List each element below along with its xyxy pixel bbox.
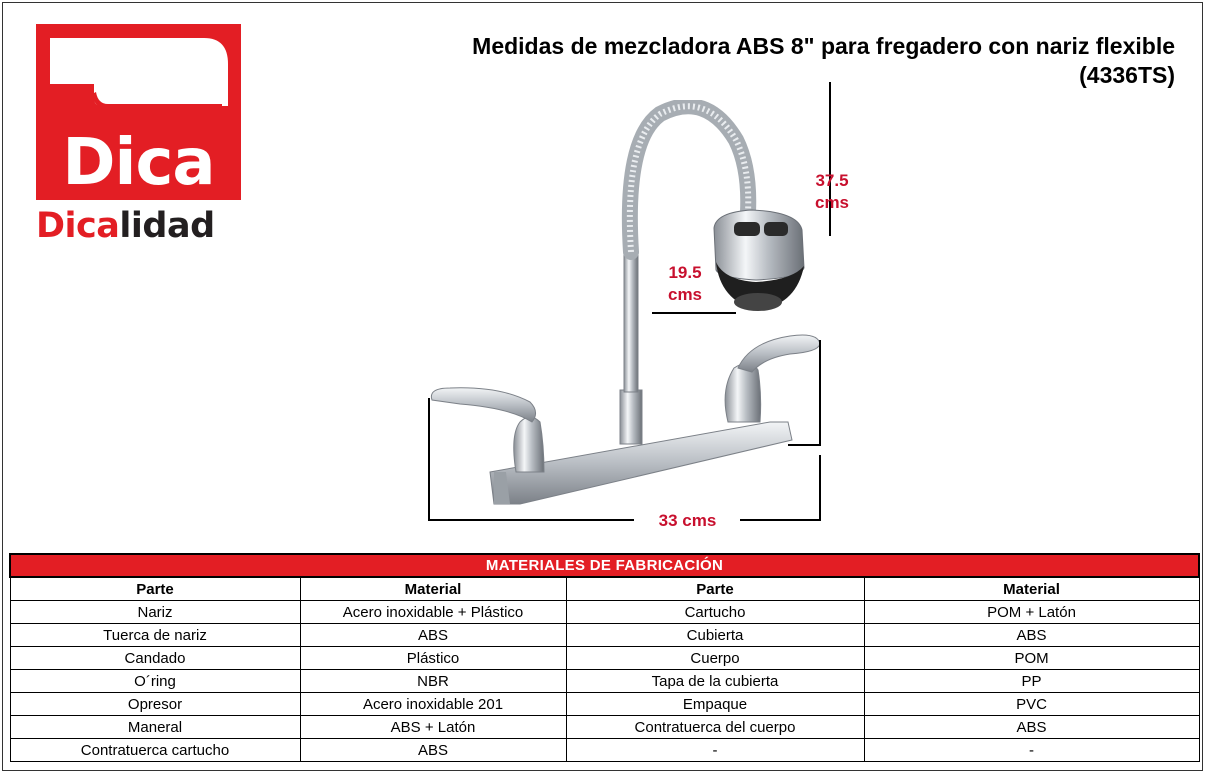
table-cell: Tuerca de nariz <box>10 624 300 647</box>
page-title <box>355 32 1175 90</box>
table-cell: Empaque <box>566 693 864 716</box>
title-line-2: (4336TS) <box>1079 62 1175 88</box>
table-cell: Tapa de la cubierta <box>566 670 864 693</box>
table-row <box>10 601 1199 624</box>
table-cell: Contratuerca cartucho <box>10 739 300 762</box>
table-cell: Acero inoxidable 201 <box>300 693 566 716</box>
height-dimension-tick <box>788 444 820 446</box>
reach-dimension-line <box>652 312 736 314</box>
title-line-1: Medidas de mezcladora ABS 8" para fregadero con nariz flexible <box>472 33 1175 59</box>
table-row <box>10 670 1199 693</box>
table-row <box>10 647 1199 670</box>
logo-subtitle-dark: lidad <box>119 206 215 246</box>
table-cell: Contratuerca del cuerpo <box>566 716 864 739</box>
height-dimension-line-lower <box>819 340 821 446</box>
faucet-image <box>420 100 840 520</box>
table-cell: Plástico <box>300 647 566 670</box>
table-cell: POM + Latón <box>864 601 1199 624</box>
height-value: 37.5 <box>815 171 849 190</box>
height-unit: cms <box>814 193 850 212</box>
dica-logo <box>36 24 241 200</box>
logo-subtitle <box>36 204 215 248</box>
table-cell: Maneral <box>10 716 300 739</box>
table-cell: Cubierta <box>566 624 864 647</box>
table-cell: ABS + Latón <box>300 716 566 739</box>
reach-value: 19.5 <box>668 263 702 282</box>
table-cell: ABS <box>300 739 566 762</box>
table-cell: Nariz <box>10 601 300 624</box>
table-cell: - <box>864 739 1199 762</box>
header-material-1: Material <box>300 577 566 601</box>
table-cell: Acero inoxidable + Plástico <box>300 601 566 624</box>
width-dimension-right-tick <box>819 455 821 521</box>
table-cell: POM <box>864 647 1199 670</box>
table-cell: ABS <box>864 716 1199 739</box>
width-dimension-line-left <box>428 519 634 521</box>
materials-banner-row <box>10 554 1199 577</box>
table-row <box>10 693 1199 716</box>
table-cell: - <box>566 739 864 762</box>
table-cell: NBR <box>300 670 566 693</box>
table-row <box>10 739 1199 762</box>
table-cell: Cuerpo <box>566 647 864 670</box>
header-material-2: Material <box>864 577 1199 601</box>
materials-header-row <box>10 577 1199 601</box>
width-dimension-label: 33 cms <box>658 511 717 530</box>
reach-dimension-label <box>655 262 715 306</box>
table-cell: PP <box>864 670 1199 693</box>
table-cell: ABS <box>300 624 566 647</box>
header-parte-1: Parte <box>10 577 300 601</box>
materials-banner: MATERIALES DE FABRICACIÓN <box>10 554 1199 577</box>
logo-wordmark: Dica <box>62 126 215 200</box>
width-dimension-line-right <box>740 519 821 521</box>
table-cell: PVC <box>864 693 1199 716</box>
width-dimension-left-tick <box>428 398 430 521</box>
logo-subtitle-red: Dica <box>36 206 120 246</box>
table-cell: ABS <box>864 624 1199 647</box>
header-parte-2: Parte <box>566 577 864 601</box>
materials-table <box>9 553 1200 762</box>
reach-unit: cms <box>667 285 703 304</box>
table-cell: O´ring <box>10 670 300 693</box>
table-row <box>10 624 1199 647</box>
table-cell: Candado <box>10 647 300 670</box>
table-cell: Opresor <box>10 693 300 716</box>
table-cell: Cartucho <box>566 601 864 624</box>
height-dimension-label <box>802 170 862 214</box>
table-row <box>10 716 1199 739</box>
